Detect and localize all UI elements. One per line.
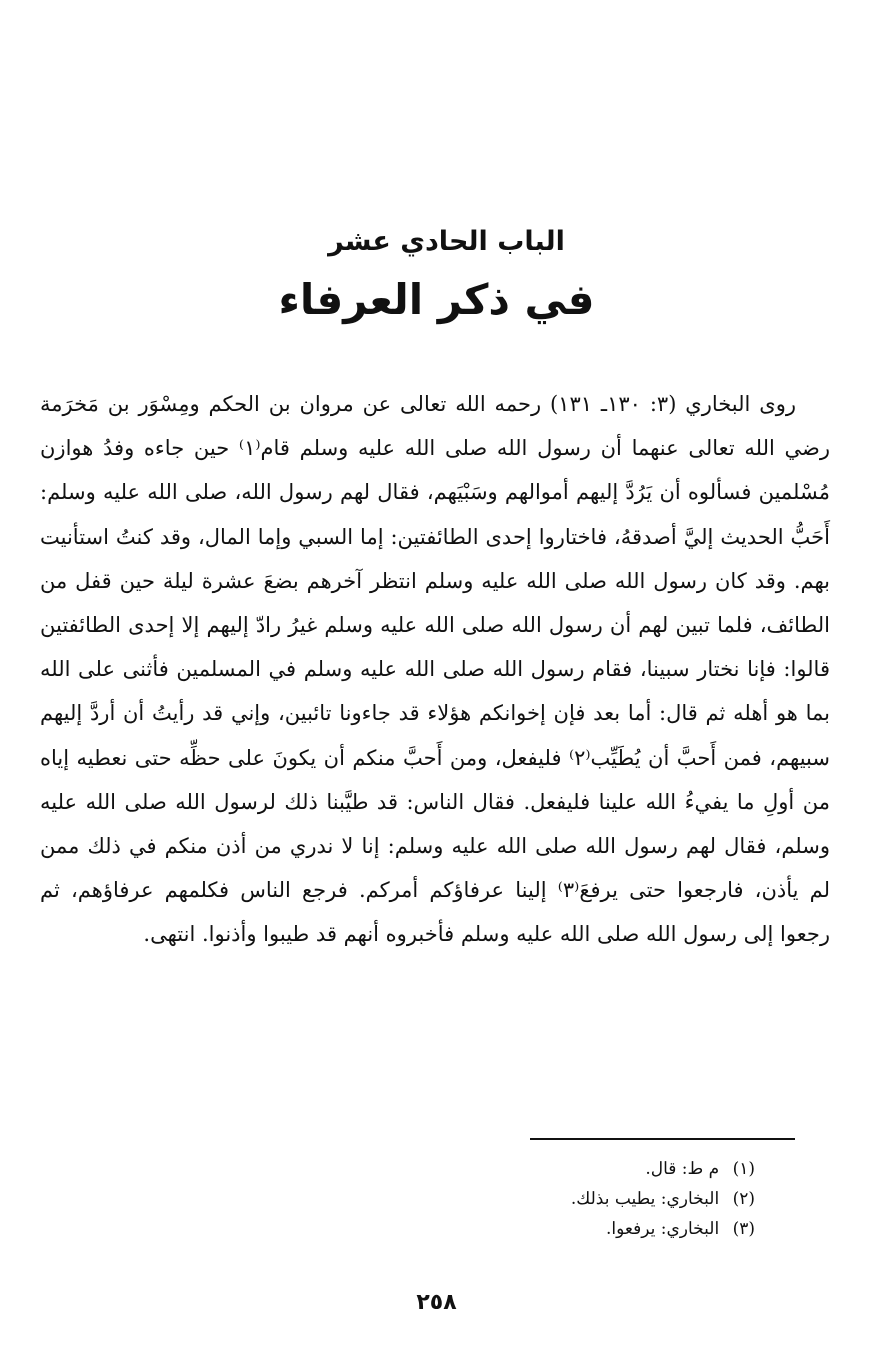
footnote-number: (١) xyxy=(732,1159,755,1179)
chapter-heading xyxy=(0,224,873,328)
footnote-number: (٣) xyxy=(732,1219,755,1239)
page-number: ٢٥٨ xyxy=(416,1290,457,1315)
footnote-item xyxy=(395,1184,755,1214)
footnote-divider xyxy=(530,1138,795,1140)
footnote-item xyxy=(395,1214,755,1244)
main-text xyxy=(40,382,830,957)
footnote-text: البخاري: يطيب بذلك. xyxy=(570,1189,720,1209)
footnote-item xyxy=(395,1154,755,1184)
footnotes xyxy=(395,1154,755,1244)
body-paragraph: روى البخاري (٣: ١٣٠ـ ١٣١) رحمه الله تعالى عن مروان بن الحكم ومِسْوَر بن مَخرَمة رضي الله تعالى عنهما أن رسول الله صلى الله عليه وسلم قام⁽١⁾ حين جاءه وفدُ هوازن مُسْلمين فسألوه أن يَرُدَّ إليهم أموالهم وسَبْيَهم، فقال لهم رسول الله، صلى الله عليه وسلم: أَحَبُّ الحديث إليَّ أصدقهُ، فاختاروا إحدى الطائفتين: إما السبي وإما المال، وقد كنتُ استأنيت بهم. وقد كان رسول الله صلى الله عليه وسلم انتظر آخرهم بضعَ عشرة ليلة حين قفل من الطائف، فلما تبين لهم أن رسول الله صلى الله عليه وسلم غيرُ رادّ إليهم إلا إحدى الطائفتين قالوا: فإنا نختار سبينا، فقام رسول الله صلى الله عليه وسلم في المسلمين فأثنى على الله بما هو أهله ثم قال: أما بعد فإن إخوانكم هؤلاء قد جاءونا تائبين، وإني قد رأيتُ أن أردَّ إليهم سبيهم، فمن أَحبَّ أن يُطَيِّب⁽٢⁾ فليفعل، ومن أَحبَّ منكم أن يكونَ على حظِّه حتى نعطيه إياه من أولِ ما يفيءُ الله علينا فليفعل. فقال الناس: قد طيَّبنا ذلك لرسول الله صلى الله عليه وسلم، فقال لهم رسول الله صلى الله عليه وسلم: إنا لا ندري من أذن منكم في ذلك ممن لم يأذن، فارجعوا حتى يرفعَ⁽٣⁾ إلينا عرفاؤكم أمركم. فرجع الناس فكلمهم عرفاؤهم، ثم رجعوا إلى رسول الله صلى الله عليه وسلم فأخبروه أنهم قد طيبوا وأذنوا. انتهى. xyxy=(40,392,831,947)
footnote-text: البخاري: يرفعوا. xyxy=(605,1219,720,1239)
chapter-subtitle: في ذكر العرفاء xyxy=(278,275,595,324)
footnote-text: م ط: قال. xyxy=(645,1159,720,1179)
chapter-title: الباب الحادي عشر xyxy=(328,226,565,257)
footnote-number: (٢) xyxy=(732,1189,755,1209)
